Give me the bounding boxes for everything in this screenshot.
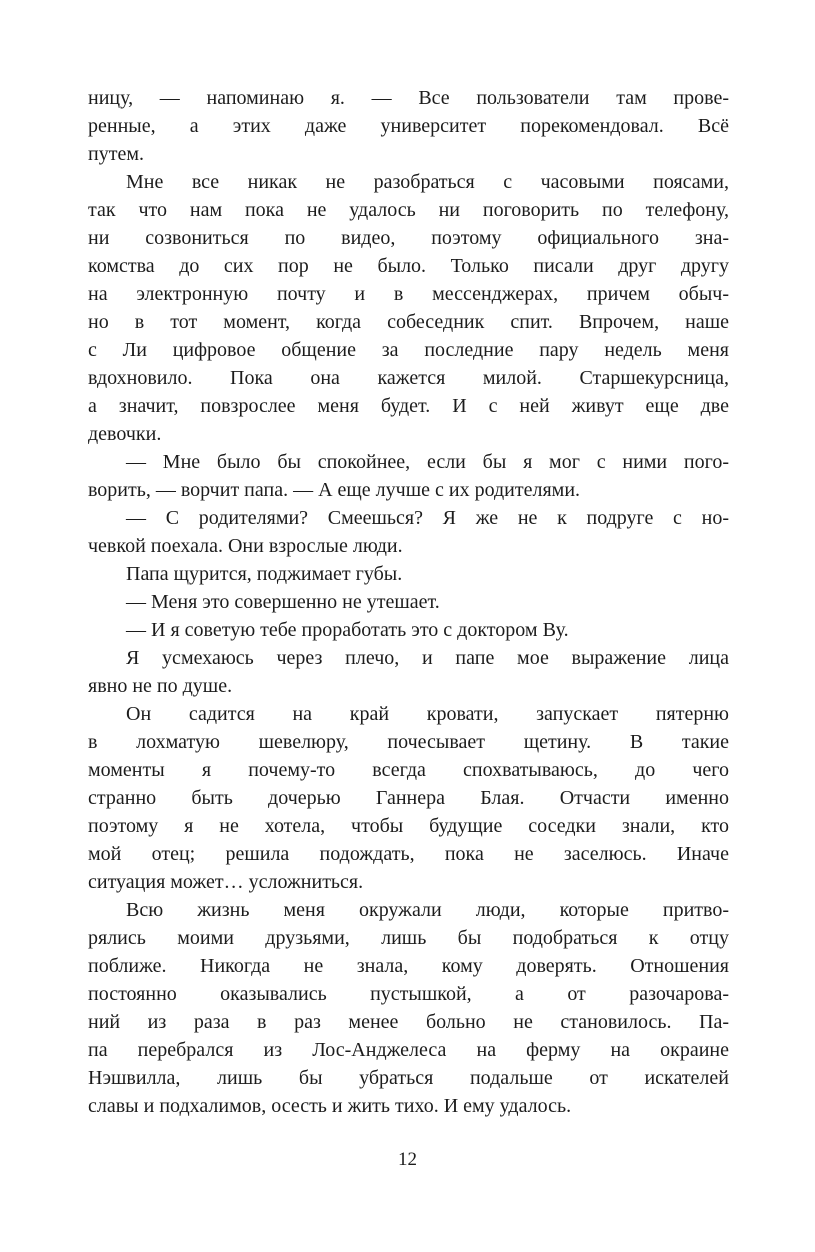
page-text bbox=[88, 84, 729, 1120]
text-line: Всю жизнь меня окружали люди, которые притво- bbox=[126, 899, 729, 921]
text-line: па перебрался из Лос-Анджелеса на ферму на окраине bbox=[88, 1039, 729, 1061]
text-line: поближе. Никогда не знала, кому доверять. Отношения bbox=[88, 955, 729, 977]
paragraph bbox=[88, 896, 729, 1120]
text-line: странно быть дочерью Ганнера Блая. Отчасти именно bbox=[88, 787, 729, 809]
paragraph bbox=[88, 700, 729, 896]
text-line: вдохновило. Пока она кажется милой. Старшекурсница, bbox=[88, 367, 729, 389]
text-line: ницу, — напоминаю я. — Все пользователи там прове- bbox=[88, 87, 729, 109]
text-line: рялись моими друзьями, лишь бы подобраться к отцу bbox=[88, 927, 729, 949]
paragraph bbox=[88, 616, 729, 644]
text-line: чевкой поехала. Они взрослые люди. bbox=[88, 535, 403, 557]
text-line: Он садится на край кровати, запускает пятерню bbox=[126, 703, 729, 725]
text-line: комства до сих пор не было. Только писали друг другу bbox=[88, 255, 729, 277]
text-line: — И я советую тебе проработать это с доктором Ву. bbox=[126, 619, 569, 641]
text-line: постоянно оказывались пустышкой, а от разочарова- bbox=[88, 983, 729, 1005]
text-line: с Ли цифровое общение за последние пару недель меня bbox=[88, 339, 729, 361]
text-line: ни созвониться по видео, поэтому официального зна- bbox=[88, 227, 729, 249]
page-number: 12 bbox=[398, 1149, 417, 1170]
paragraph bbox=[88, 448, 729, 504]
text-line: на электронную почту и в мессенджерах, причем обыч- bbox=[88, 283, 729, 305]
text-line: славы и подхалимов, осесть и жить тихо. И ему удалось. bbox=[88, 1095, 572, 1117]
paragraph bbox=[88, 588, 729, 616]
text-line: — Мне было бы спокойнее, если бы я мог с ними пого- bbox=[126, 451, 729, 473]
text-line: мой отец; решила подождать, пока не заселюсь. Иначе bbox=[88, 843, 729, 865]
text-line: ворить, — ворчит папа. — А еще лучше с их родителями. bbox=[88, 479, 581, 501]
text-line: Папа щурится, поджимает губы. bbox=[126, 563, 403, 585]
text-line: Нэшвилла, лишь бы убраться подальше от искателей bbox=[88, 1067, 729, 1089]
text-line: — С родителями? Смеешься? Я же не к подруге с но- bbox=[126, 507, 729, 529]
paragraph bbox=[88, 644, 729, 700]
text-line: — Меня это совершенно не утешает. bbox=[126, 591, 440, 613]
text-line: но в тот момент, когда собеседник спит. Впрочем, наше bbox=[88, 311, 729, 333]
text-line: ренные, а этих даже университет порекомендовал. Всё bbox=[88, 115, 729, 137]
text-line: ситуация может… усложниться. bbox=[88, 871, 364, 893]
text-line: путем. bbox=[88, 143, 144, 165]
text-line: ний из раза в раз менее больно не становилось. Па- bbox=[88, 1011, 729, 1033]
text-line: поэтому я не хотела, чтобы будущие соседки знали, кто bbox=[88, 815, 729, 837]
text-line: Я усмехаюсь через плечо, и папе мое выражение лица bbox=[126, 647, 729, 669]
paragraph bbox=[88, 504, 729, 560]
text-line: а значит, повзрослее меня будет. И с ней живут еще две bbox=[88, 395, 729, 417]
text-line: Мне все никак не разобраться с часовыми поясами, bbox=[126, 171, 729, 193]
paragraph bbox=[88, 84, 729, 168]
paragraph bbox=[88, 168, 729, 448]
paragraph bbox=[88, 560, 729, 588]
text-line: девочки. bbox=[88, 423, 162, 445]
text-line: так что нам пока не удалось ни поговорить по телефону, bbox=[88, 199, 729, 221]
text-line: явно не по душе. bbox=[88, 675, 233, 697]
text-line: моменты я почему-то всегда спохватываюсь, до чего bbox=[88, 759, 729, 781]
text-line: в лохматую шевелюру, почесывает щетину. В такие bbox=[88, 731, 729, 753]
